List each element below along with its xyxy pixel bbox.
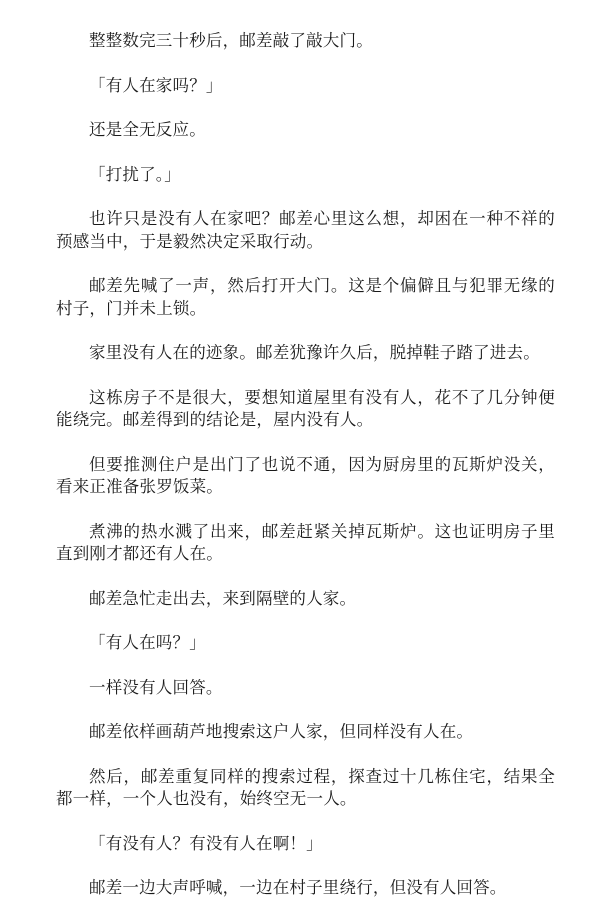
paragraph-14: 邮差依样画葫芦地搜索这户人家，但同样没有人在。	[89, 722, 474, 741]
paragraph-7: 家里没有人在的迹象。邮差犹豫许久后，脱掉鞋子踏了进去。	[89, 343, 540, 362]
paragraph-16: 「有没有人？有没有人在啊！」	[89, 833, 323, 853]
paragraph-11: 邮差急忙走出去，来到隔壁的人家。	[89, 588, 357, 608]
paragraph-15: 然后，邮差重复同样的搜索过程，探查过十几栋住宅，结果全都一样，一个人也没有，始终空无一人。	[56, 766, 555, 808]
paragraph-4: 「打扰了。」	[89, 164, 181, 184]
paragraph-1: 整整数完三十秒后，邮差敲了敲大门。	[89, 31, 373, 50]
paragraph-9: 但要推测住户是出门了也说不通，因为厨房里的瓦斯炉没关，看来正准备张罗饭菜。	[56, 454, 555, 496]
paragraph-5: 也许只是没有人在家吧？邮差心里这么想，却困在一种不祥的预感当中，于是毅然决定采取行动。	[56, 209, 555, 251]
paragraph-17: 邮差一边大声呼喊，一边在村子里绕行，但没有人回答。	[89, 878, 507, 897]
paragraph-3: 还是全无反应。	[89, 120, 206, 139]
paragraph-6: 邮差先喊了一声，然后打开大门。这是个偏僻且与犯罪无缘的村子，门并未上锁。	[56, 276, 555, 318]
paragraph-13: 一样没有人回答。	[89, 677, 223, 697]
paragraph-2: 「有人在家吗？」	[89, 75, 223, 95]
paragraph-8: 这栋房子不是很大，要想知道屋里有没有人，花不了几分钟便能绕完。邮差得到的结论是，屋内没有人。	[56, 387, 555, 429]
paragraph-12: 「有人在吗？」	[89, 633, 206, 652]
paragraph-10: 煮沸的热水溅了出来，邮差赶紧关掉瓦斯炉。这也证明房子里直到刚才都还有人在。	[56, 521, 555, 563]
